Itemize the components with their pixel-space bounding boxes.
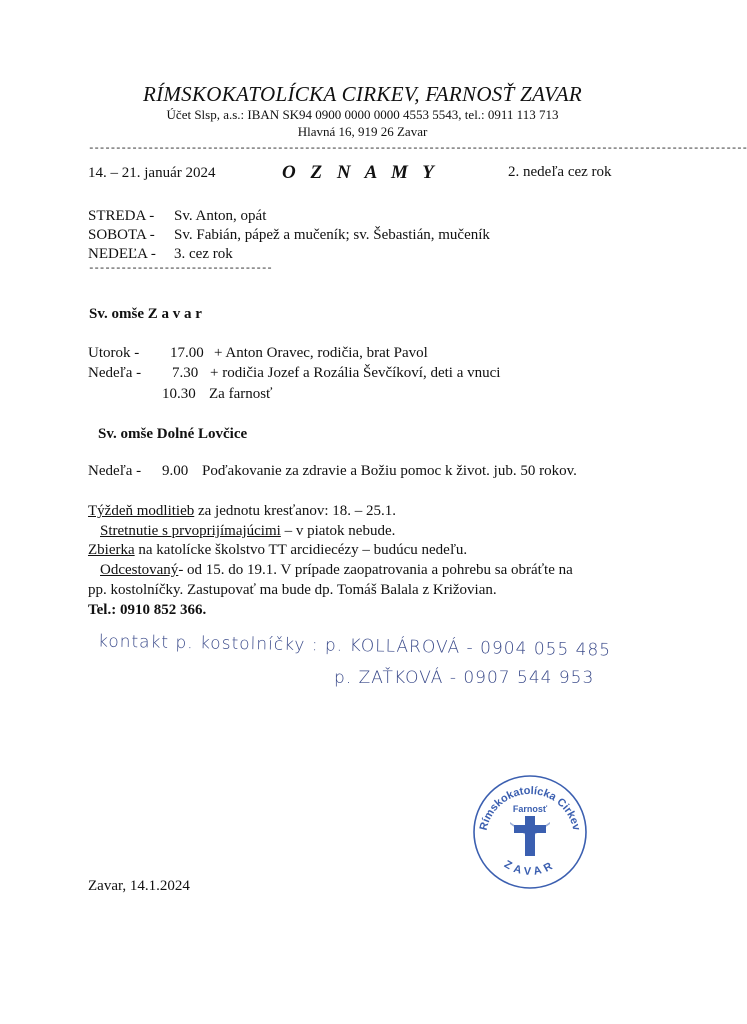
feast-text: Sv. Anton, opát <box>174 208 267 224</box>
cross-icon <box>510 816 550 856</box>
dashed-divider: -------------------------------------------------------------------------------------------------------------------------- <box>88 143 747 155</box>
short-dashed-divider: ---------------------------------- <box>88 263 272 275</box>
mass-day: Nedeľa - <box>88 365 142 381</box>
mass-day: Nedeľa - <box>88 463 142 479</box>
feast-text: 3. cez rok <box>174 246 233 262</box>
notice-prayer-week <box>88 503 396 520</box>
week-dates: 14. – 21. január 2024 <box>88 165 216 181</box>
feast-day: SOBOTA - <box>88 227 155 243</box>
mass-time: 7.30 <box>172 365 199 381</box>
notice-title: Odcestovaný <box>100 562 179 578</box>
stamp-arc-text: Rímskokatolícka Cirkev <box>477 784 583 832</box>
parish-title: RÍMSKOKATOLÍCKA CIRKEV, FARNOSŤ ZAVAR <box>142 82 583 106</box>
oznamy-heading: O Z N A M Y <box>282 162 439 183</box>
phone-number: Tel.: 0910 852 366. <box>88 602 207 618</box>
address-line: Hlavná 16, 919 26 Zavar <box>297 124 428 139</box>
mass-intention: + Anton Oravec, rodičia, brat Pavol <box>214 345 428 361</box>
place-and-date: Zavar, 14.1.2024 <box>88 878 190 894</box>
notice-travel-continued: pp. kostolníčky. Zastupovať ma bude dp. Tomáš Balala z Križovian. <box>88 582 497 598</box>
notice-title: Zbierka <box>88 542 135 558</box>
feast-day: STREDA - <box>88 208 155 224</box>
notice-first-communion <box>100 523 395 540</box>
zavar-masses-heading: Sv. omše Z a v a r <box>89 306 202 322</box>
mass-time: 17.00 <box>170 345 204 361</box>
mass-intention: + rodičia Jozef a Rozália Ševčíkoví, deti a vnuci <box>210 365 501 381</box>
mass-time: 10.30 <box>162 386 196 402</box>
handwritten-contact-line-2: p. ZAŤKOVÁ - 0907 544 953 <box>334 668 595 688</box>
notice-text: - od 15. do 19.1. V prípade zaopatrovania a pohrebu sa obráťte na <box>178 562 573 578</box>
notice-text: – v piatok nebude. <box>280 523 396 539</box>
feast-text: Sv. Fabián, pápež a mučeník; sv. Šebastián, mučeník <box>174 227 490 243</box>
parish-stamp <box>470 772 590 892</box>
notice-collection <box>88 542 467 559</box>
notice-travel <box>100 562 573 579</box>
stamp-parish-word: Farnosť <box>512 804 548 814</box>
feast-day: NEDEĽA - <box>88 246 156 262</box>
mass-day: Utorok - <box>88 345 140 361</box>
stamp-village-name: ZAVAR <box>501 858 558 878</box>
mass-intention: Poďakovanie za zdravie a Božiu pomoc k život. jub. 50 rokov. <box>202 463 577 479</box>
notice-text: na katolícke školstvo TT arcidiecézy – budúcu nedeľu. <box>134 542 468 558</box>
notice-title: Týždeň modlitieb <box>88 503 195 519</box>
lovcice-masses-heading: Sv. omše Dolné Lovčice <box>98 426 248 442</box>
mass-intention: Za farnosť <box>209 386 273 402</box>
notice-text: za jednotu kresťanov: 18. – 25.1. <box>194 503 397 519</box>
bank-account-line: Účet Slsp, a.s.: IBAN SK94 0900 0000 0000 4553 5543, tel.: 0911 113 713 <box>166 107 559 122</box>
sunday-label: 2. nedeľa cez rok <box>508 164 612 180</box>
mass-time: 9.00 <box>162 463 189 479</box>
handwritten-contact-line-1: kontakt p. kostolníčky : p. KOLLÁROVÁ - 0904 055 485 <box>97 631 612 661</box>
notice-title: Stretnutie s prvoprijímajúcimi <box>100 523 281 539</box>
